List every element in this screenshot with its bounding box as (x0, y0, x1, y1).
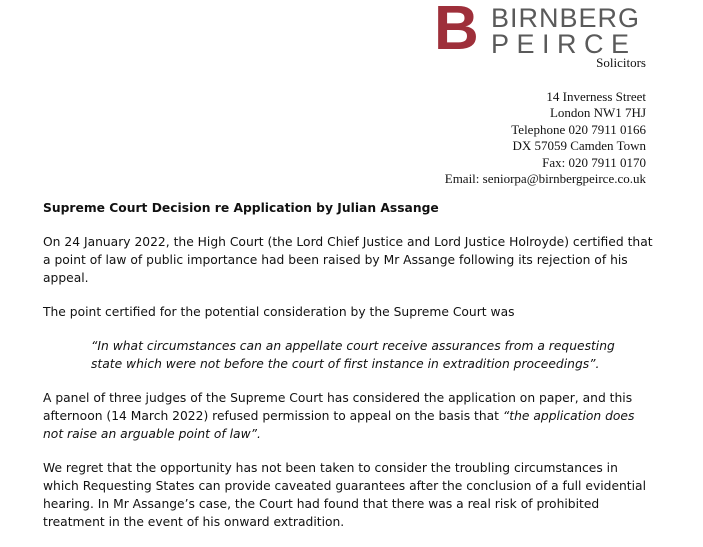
address-telephone: Telephone 020 7911 0166 (511, 121, 646, 137)
paragraph-1: On 24 January 2022, the High Court (the Lord Chief Justice and Lord Justice Holroyde) certified that a point of law of public importance had been raised by Mr Assange following its rejection of his appeal. (43, 235, 653, 285)
address-email: Email: seniorpa@birnbergpeirce.co.uk (444, 171, 646, 187)
address-street: 14 Inverness Street (546, 89, 646, 104)
firm-address (445, 89, 646, 187)
logo-name-line2: PEIRCE (491, 29, 637, 59)
paragraph-2: The point certified for the potential consideration by the Supreme Court was (43, 305, 515, 319)
letter-body (43, 199, 653, 547)
letter-heading: Supreme Court Decision re Application by Julian Assange (43, 201, 439, 215)
paragraph-3-text: A panel of three judges of the Supreme Court has considered the application on paper, and this afternoon (14 March 2022) refused permission to appeal on the basis that (43, 391, 633, 423)
address-dx: DX 57059 Camden Town (512, 138, 646, 154)
firm-logo (434, 0, 648, 70)
certified-question-quote: “In what circumstances can an appellate court receive assurances from a requesting state which were not before the court of first instance in extradition proceedings”. (91, 339, 615, 371)
logo-name-line1: BIRNBERG (491, 3, 641, 33)
logo-subtitle: Solicitors (596, 55, 646, 70)
address-fax: Fax: 020 7911 0170 (542, 154, 646, 170)
paragraph-3-quote: “the application does not raise an arguable point of law”. (43, 409, 635, 441)
logo-letter: B (434, 0, 477, 63)
paragraph-4: We regret that the opportunity has not been taken to consider the troubling circumstances in which Requesting States can provide caveated guarantees after the conclusion of a full evidential hearing. In Mr Assange’s case, the Court had found that there was a real risk of prohibited treatment in the event of his onward extradition. (43, 461, 646, 529)
address-city: London NW1 7HJ (549, 105, 646, 121)
paragraph-3 (43, 389, 653, 443)
